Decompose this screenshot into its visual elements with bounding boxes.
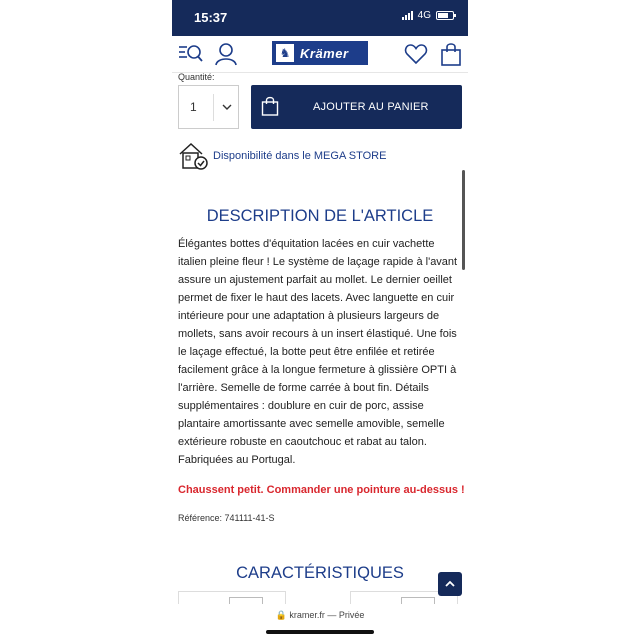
characteristics-title: CARACTÉRISTIQUES <box>236 564 404 582</box>
lock-icon: 🔒 <box>275 610 287 620</box>
quantity-select[interactable] <box>178 85 239 129</box>
account-icon[interactable] <box>214 42 238 71</box>
description-title: DESCRIPTION DE L'ARTICLE <box>206 207 434 225</box>
horse-logo-icon: ♞ <box>276 44 294 62</box>
availability-text: Disponibilité dans le MEGA STORE <box>213 150 387 162</box>
chevron-up-icon <box>444 579 456 589</box>
private-mode-label: — Privée <box>327 610 365 620</box>
chevron-down-icon <box>221 102 233 112</box>
store-house-icon <box>178 142 208 170</box>
kramer-logo[interactable] <box>272 41 368 65</box>
shopping-bag-icon[interactable] <box>440 42 462 71</box>
cart-bag-icon <box>261 96 279 116</box>
browser-url-bar[interactable] <box>172 604 468 640</box>
status-bar <box>172 0 468 36</box>
battery-icon <box>436 11 454 20</box>
signal-icon <box>402 11 413 20</box>
url-display <box>172 610 468 621</box>
top-navigation <box>172 36 468 73</box>
menu-search-icon[interactable] <box>178 42 204 69</box>
add-to-cart-label: AJOUTER AU PANIER <box>313 101 429 113</box>
description-text: Élégantes bottes d'équitation lacées en cuir vachette italien pleine fleur ! Le système de laçage rapide à l'avant assure un ajustement parfait au mollet. Le dernier oeillet permet de fixer le haut des lacets. Avec languette en cuir intérieure pour une adaptation à plusieurs largeurs de mollets, sans avoir recours à un insert élastiqué. Une fois le laçage effectué, la botte peut être enfilée et retirée facilement grâce à la longue fermeture à glissière OPTI à l'arrière. Semelle de forme carrée à bout fin. Détails supplémentaires : doublure en cuir de porc, assise plantaire amortissante avec semelle amovible, semelle extérieure robuste en caoutchouc et rabat au talon. Fabriquées au Portugal. <box>178 238 458 466</box>
status-indicators <box>402 10 454 21</box>
network-label: 4G <box>417 10 431 21</box>
wishlist-heart-icon[interactable] <box>404 42 428 71</box>
phone-screen <box>172 0 468 640</box>
back-to-top-button[interactable] <box>438 572 462 596</box>
add-to-cart-button[interactable] <box>251 85 462 129</box>
sizing-warning: Chaussent petit. Commander une pointure au-dessus ! <box>178 484 465 496</box>
quantity-label: Quantité: <box>178 72 215 82</box>
url-text: kramer.fr <box>289 610 325 620</box>
logo-text: Krämer <box>300 45 349 61</box>
status-time: 15:37 <box>194 10 228 25</box>
quantity-value: 1 <box>190 100 197 114</box>
quantity-divider <box>213 94 214 121</box>
home-indicator[interactable] <box>266 630 374 634</box>
store-availability-link[interactable] <box>178 142 458 170</box>
product-reference: Référence: 741111-41-S <box>178 513 275 523</box>
